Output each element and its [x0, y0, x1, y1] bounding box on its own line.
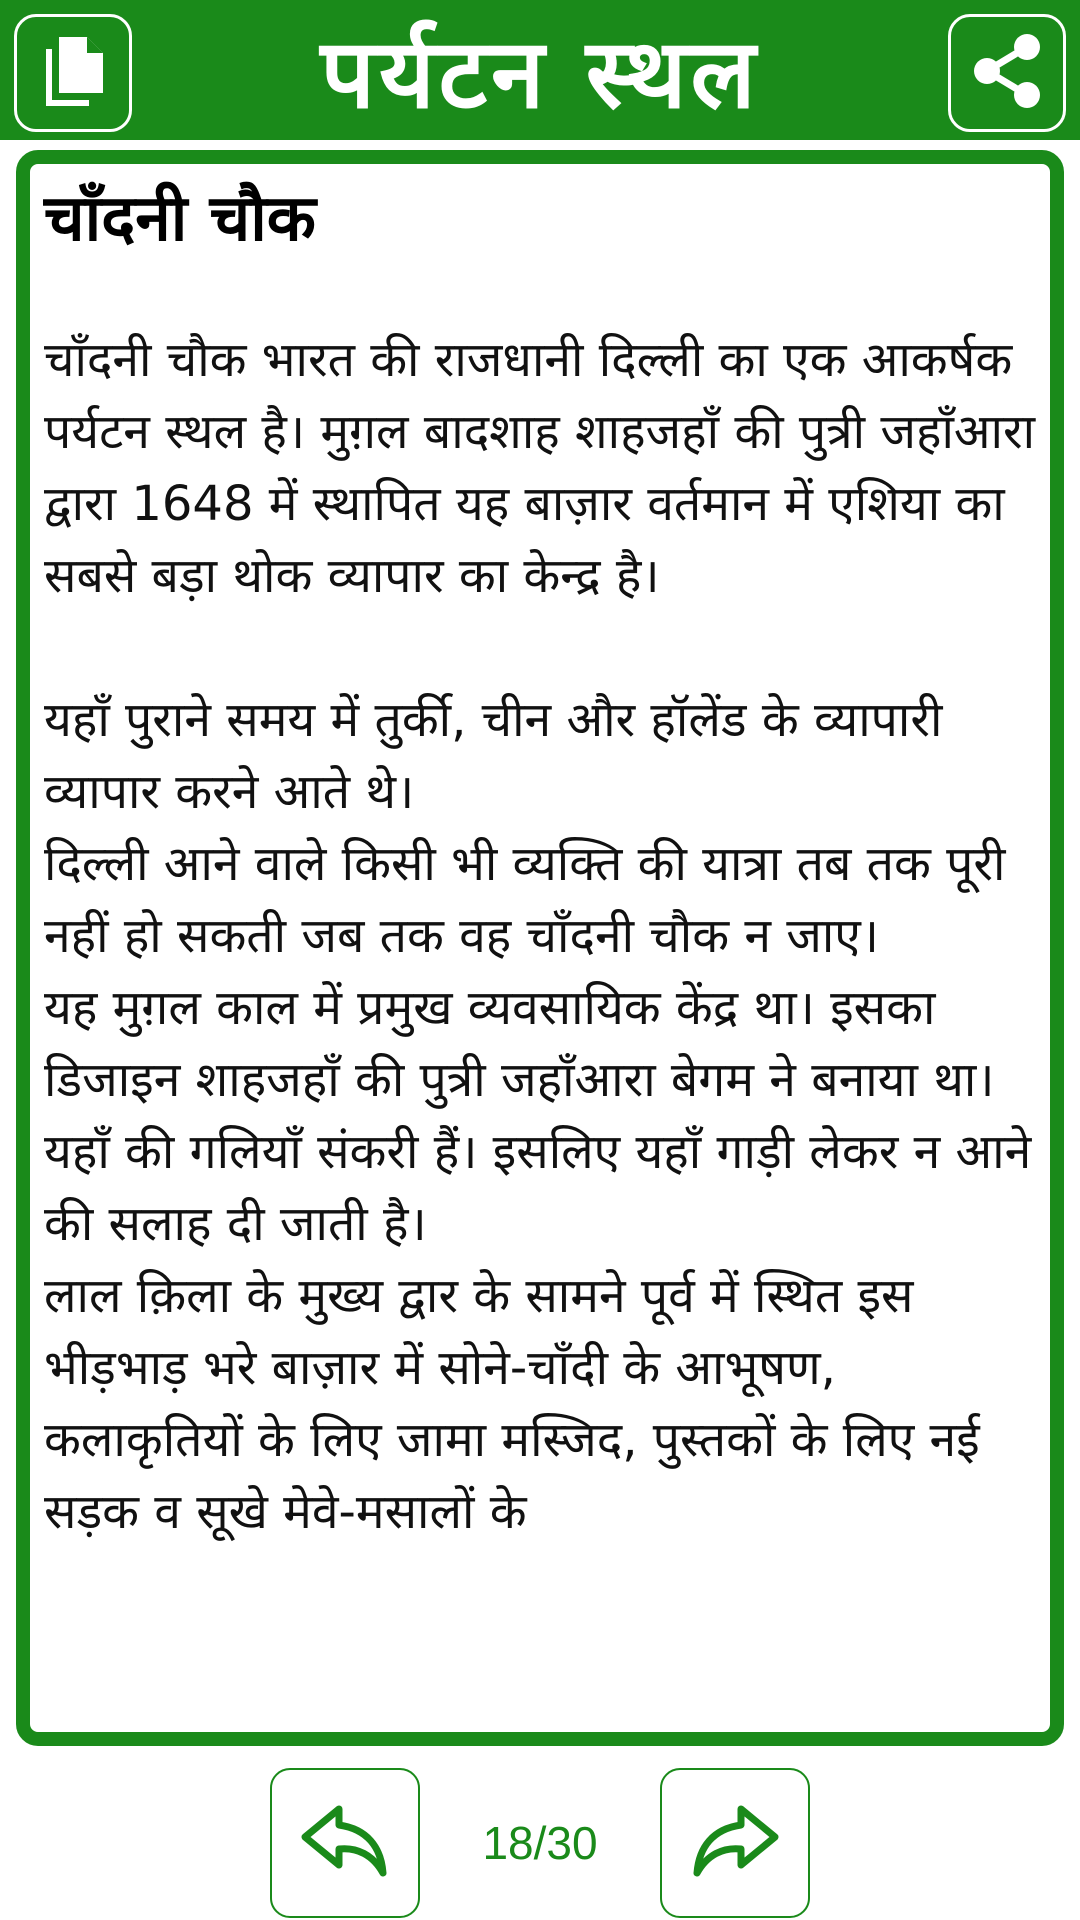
article-paragraph: दिल्ली आने वाले किसी भी व्यक्ति की यात्रा तब तक पूरी नहीं हो सकती जब तक वह चाँदनी चौक न जाए।	[44, 836, 1006, 964]
app-title: पर्यटन स्थल	[320, 17, 760, 130]
article-body	[30, 164, 1050, 1548]
share-icon	[965, 29, 1049, 117]
copy-icon	[31, 29, 115, 117]
article-paragraph: यहाँ पुराने समय में तुर्की, चीन और हॉलेंड के व्यापारी व्यापार करने आते थे।	[44, 692, 943, 820]
copy-button[interactable]	[14, 14, 132, 132]
article-paragraph: यह मुग़ल काल में प्रमुख व्यवसायिक केंद्र था। इसका डिजाइन शाहजहाँ की पुत्री जहाँआरा बेगम ने बनाया था।	[44, 980, 995, 1108]
previous-page-button[interactable]	[270, 1768, 420, 1918]
article-paragraph: लाल क़िला के मुख्य द्वार के सामने पूर्व में स्थित इस भीड़भाड़ भरे बाज़ार में सोने-चाँदी के आभूषण, कलाकृतियों के लिए जामा मस्जिद, पुस्तकों के लिए नई सड़क व सूखे मेवे-मसालों के	[44, 1268, 980, 1540]
share-button[interactable]	[948, 14, 1066, 132]
forward-arrow-icon	[685, 1791, 785, 1895]
page-indicator: 18/30	[482, 1817, 598, 1869]
article-card[interactable]	[16, 150, 1064, 1746]
back-arrow-icon	[295, 1791, 395, 1895]
article-title: चाँदनी चौक	[44, 182, 316, 256]
next-page-button[interactable]	[660, 1768, 810, 1918]
app-header	[0, 0, 1080, 140]
page-navigation	[0, 1746, 1080, 1920]
article-paragraph: चाँदनी चौक भारत की राजधानी दिल्ली का एक आकर्षक पर्यटन स्थल है। मुग़ल बादशाह शाहजहाँ की पुत्री जहाँआरा द्वारा 1648 में स्थापित यह बाज़ार वर्तमान में एशिया का सबसे बड़ा थोक व्यापार का केन्द्र है।	[44, 332, 1036, 604]
article-paragraph: यहाँ की गलियाँ संकरी हैं। इसलिए यहाँ गाड़ी लेकर न आने की सलाह दी जाती है।	[44, 1124, 1032, 1252]
